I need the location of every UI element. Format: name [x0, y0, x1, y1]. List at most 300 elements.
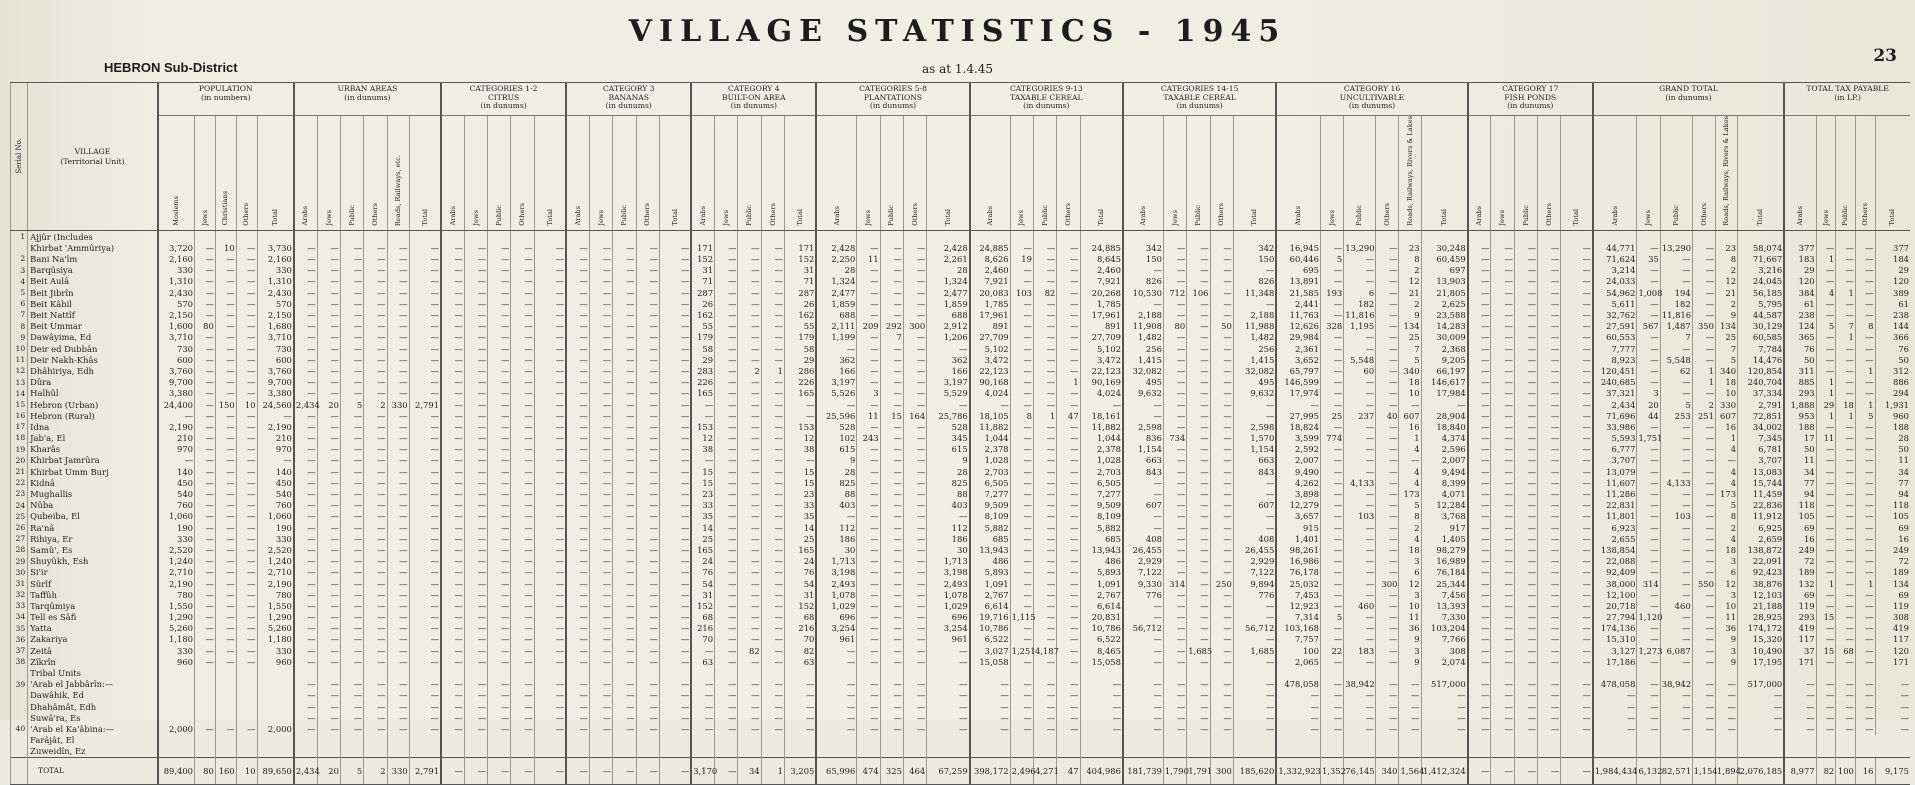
data-cell — [317, 668, 340, 679]
data-cell: — — [1187, 276, 1210, 287]
data-cell: — — [1233, 612, 1276, 623]
data-cell: — — [1163, 679, 1186, 690]
data-cell: — — [1855, 287, 1875, 298]
data-cell: 25,344 — [1421, 578, 1468, 589]
data-cell: — — [761, 477, 784, 488]
data-cell: — — [857, 310, 880, 321]
data-cell — [1399, 668, 1421, 679]
data-cell: — — [589, 410, 612, 421]
data-cell: — — [1187, 567, 1210, 578]
data-cell: — — [317, 679, 340, 690]
data-cell: — — [715, 310, 738, 321]
data-cell: — — [511, 343, 534, 354]
data-cell: — — [636, 511, 659, 522]
data-cell — [1233, 746, 1276, 758]
data-cell: — — [566, 656, 589, 667]
data-cell: — — [1233, 489, 1276, 500]
data-cell: — — [903, 343, 926, 354]
data-cell: — — [1692, 455, 1715, 466]
village-name-cell: Beit Aulâ — [28, 276, 158, 287]
data-cell: — — [715, 600, 738, 611]
data-cell: — — [1210, 466, 1233, 477]
data-cell: 1,931 — [1875, 399, 1910, 410]
data-cell: 308 — [1875, 612, 1910, 623]
data-cell: 3 — [1715, 589, 1737, 600]
data-cell — [409, 735, 441, 746]
data-cell: — — [857, 533, 880, 544]
data-cell: 165 — [691, 545, 714, 556]
data-cell: — — [387, 500, 409, 511]
data-cell — [970, 735, 1010, 746]
data-cell — [1692, 735, 1715, 746]
data-cell: — — [534, 366, 566, 377]
data-cell: 550 — [1692, 578, 1715, 589]
data-cell: — — [1033, 466, 1056, 477]
data-cell: 152 — [691, 600, 714, 611]
data-cell: 23 — [691, 489, 714, 500]
data-cell: — — [464, 298, 487, 309]
data-cell: — — [1033, 421, 1056, 432]
data-cell: 174,136 — [1593, 623, 1637, 634]
data-cell: — — [1491, 645, 1514, 656]
data-cell: 408 — [1233, 533, 1276, 544]
data-cell: — — [816, 701, 856, 712]
village-name-cell: Dhahâmât, Edh — [28, 701, 158, 712]
data-cell: — — [1187, 589, 1210, 600]
data-cell: — — [1057, 265, 1080, 276]
data-cell: — — [816, 656, 856, 667]
data-cell: — — [903, 634, 926, 645]
data-cell: — — [1491, 332, 1514, 343]
data-cell: 460 — [1344, 600, 1376, 611]
data-cell: — — [589, 724, 612, 735]
data-cell: 1 — [1399, 433, 1421, 444]
data-cell — [158, 712, 195, 723]
data-cell: 15 — [784, 466, 816, 477]
data-cell: — — [1210, 589, 1233, 600]
data-cell: — — [236, 511, 257, 522]
data-cell: 13,079 — [1593, 466, 1637, 477]
data-cell — [1187, 231, 1210, 243]
data-cell: — — [1376, 254, 1399, 265]
data-cell: — — [1320, 533, 1343, 544]
data-cell: 384 — [1784, 287, 1816, 298]
village-name-cell: Ra'nâ — [28, 522, 158, 533]
village-name-cell: Beit Jibrîn — [28, 287, 158, 298]
data-cell: — — [464, 477, 487, 488]
data-cell: — — [1836, 533, 1856, 544]
column-header: Public — [613, 116, 636, 231]
data-cell: 27,794 — [1593, 612, 1637, 623]
table-row — [11, 500, 1911, 511]
data-cell: — — [1491, 701, 1514, 712]
data-cell: — — [488, 690, 511, 701]
data-cell: — — [1692, 433, 1715, 444]
data-cell: — — [589, 612, 612, 623]
data-cell: — — [613, 410, 636, 421]
data-cell: — — [715, 354, 738, 365]
data-cell: 16 — [1855, 758, 1875, 785]
data-cell: — — [1033, 690, 1056, 701]
data-cell: — — [613, 511, 636, 522]
data-cell: 300 — [1376, 578, 1399, 589]
data-cell: — — [1320, 366, 1343, 377]
data-cell: — — [816, 645, 856, 656]
data-cell: — — [317, 477, 340, 488]
data-cell: — — [441, 724, 464, 735]
data-cell: 25 — [1399, 332, 1421, 343]
data-cell: 72 — [1784, 556, 1816, 567]
data-cell: 2,592 — [1276, 444, 1320, 455]
data-cell: — — [1816, 533, 1836, 544]
data-cell: 377 — [1875, 242, 1910, 253]
data-cell: — — [534, 310, 566, 321]
data-cell: — — [1057, 600, 1080, 611]
data-cell: — — [195, 455, 216, 466]
data-cell: — — [738, 500, 761, 511]
data-cell: — — [236, 377, 257, 388]
data-cell: 33 — [691, 500, 714, 511]
data-cell — [784, 668, 816, 679]
data-cell: — — [738, 410, 761, 421]
data-cell: 3,214 — [1593, 265, 1637, 276]
column-header: Arabs — [1123, 116, 1163, 231]
data-cell: — — [1187, 421, 1210, 432]
data-cell: — — [880, 477, 903, 488]
data-cell: — — [195, 354, 216, 365]
data-cell: — — [589, 421, 612, 432]
data-cell: 1,060 — [257, 511, 294, 522]
data-cell: — — [409, 343, 441, 354]
data-cell — [1187, 746, 1210, 758]
data-cell: — — [488, 276, 511, 287]
data-cell: — — [857, 712, 880, 723]
data-cell: — — [364, 298, 387, 309]
data-cell: — — [195, 634, 216, 645]
data-cell: 362 — [816, 354, 856, 365]
data-cell: 60,459 — [1421, 254, 1468, 265]
data-cell: 80 — [195, 758, 216, 785]
data-cell: — — [1057, 645, 1080, 656]
data-cell: — — [1010, 433, 1033, 444]
data-cell: 140 — [158, 466, 195, 477]
table-row — [11, 489, 1911, 500]
data-cell: — — [1637, 444, 1660, 455]
data-cell: — — [816, 679, 856, 690]
data-cell: 1,713 — [927, 556, 970, 567]
data-cell: — — [1491, 276, 1514, 287]
data-cell: 3,380 — [158, 388, 195, 399]
data-cell: — — [1123, 656, 1163, 667]
data-cell: — — [880, 545, 903, 556]
data-cell: 9,509 — [1080, 500, 1123, 511]
data-cell: — — [784, 399, 816, 410]
data-cell: — — [441, 545, 464, 556]
data-cell: — — [1637, 377, 1660, 388]
data-cell: 2,460 — [1080, 265, 1123, 276]
data-cell: — — [1210, 600, 1233, 611]
data-cell: — — [1538, 634, 1561, 645]
data-cell: — — [1033, 600, 1056, 611]
data-cell: — — [1836, 377, 1856, 388]
data-cell: — — [903, 444, 926, 455]
table-row — [11, 421, 1911, 432]
data-cell: — — [1468, 758, 1491, 785]
data-cell: — — [1816, 522, 1836, 533]
data-cell: — — [1344, 265, 1376, 276]
data-cell: — — [1163, 254, 1186, 265]
data-cell: — — [317, 354, 340, 365]
data-cell: 69 — [1784, 589, 1816, 600]
data-cell: 1,078 — [927, 589, 970, 600]
serial-cell: 12 — [11, 366, 28, 377]
data-cell: 68 — [1836, 645, 1856, 656]
data-cell: — — [738, 388, 761, 399]
village-name-cell: Si'ir — [28, 567, 158, 578]
data-cell: 308 — [1421, 645, 1468, 656]
data-cell: 34 — [1784, 466, 1816, 477]
serial-cell: 4 — [11, 276, 28, 287]
data-cell: — — [1080, 690, 1123, 701]
data-cell: — — [158, 455, 195, 466]
data-cell: — — [636, 366, 659, 377]
data-cell: 2,493 — [927, 578, 970, 589]
data-cell: — — [1033, 433, 1056, 444]
column-header: Total — [1738, 116, 1785, 231]
data-cell: 58 — [784, 343, 816, 354]
data-cell: — — [1187, 399, 1210, 410]
data-cell: 6,522 — [1080, 634, 1123, 645]
data-cell: — — [364, 656, 387, 667]
data-cell: — — [1320, 623, 1343, 634]
data-cell: — — [1057, 701, 1080, 712]
data-cell: 188 — [1875, 421, 1910, 432]
data-cell: — — [464, 399, 487, 410]
data-cell: 730 — [158, 343, 195, 354]
data-cell: 209 — [857, 321, 880, 332]
data-cell: — — [903, 724, 926, 735]
data-cell: — — [761, 556, 784, 567]
data-cell: 2,596 — [1421, 444, 1468, 455]
village-name-cell: Dhâhiriya, Edh — [28, 366, 158, 377]
data-cell: — — [364, 388, 387, 399]
data-cell: 23 — [784, 489, 816, 500]
data-cell — [761, 746, 784, 758]
data-cell: — — [1468, 455, 1491, 466]
village-name-cell: Sûrîf — [28, 578, 158, 589]
serial-cell — [11, 712, 28, 723]
data-cell — [1593, 746, 1637, 758]
data-cell: — — [441, 623, 464, 634]
data-cell: — — [409, 511, 441, 522]
data-cell: — — [464, 455, 487, 466]
data-cell: — — [816, 511, 856, 522]
column-header: Others — [1210, 116, 1233, 231]
data-cell: — — [1210, 656, 1233, 667]
data-cell: — — [1660, 343, 1692, 354]
data-cell: — — [691, 645, 714, 656]
data-cell: 15,320 — [1738, 634, 1785, 645]
data-cell: — — [464, 354, 487, 365]
data-cell: — — [215, 556, 236, 567]
data-cell: — — [589, 276, 612, 287]
serial-cell: 24 — [11, 500, 28, 511]
data-cell: — — [215, 332, 236, 343]
data-cell: 2 — [1715, 298, 1737, 309]
data-cell: — — [464, 332, 487, 343]
data-cell: — — [1836, 466, 1856, 477]
column-header: Arabs — [1468, 116, 1491, 231]
data-cell: 4 — [1715, 444, 1737, 455]
data-cell: — — [761, 433, 784, 444]
data-cell: 11,459 — [1738, 489, 1785, 500]
data-cell: — — [1593, 701, 1637, 712]
data-cell: — — [511, 724, 534, 735]
data-cell: — — [566, 690, 589, 701]
group-label: CATEGORIES 5-8 — [859, 84, 927, 93]
group-header — [970, 83, 1123, 116]
data-cell: — — [1057, 556, 1080, 567]
data-cell: 19 — [1010, 254, 1033, 265]
data-cell: — — [1376, 366, 1399, 377]
data-cell: — — [1033, 343, 1056, 354]
data-cell: — — [488, 321, 511, 332]
data-cell: 350 — [1692, 321, 1715, 332]
data-cell — [1468, 231, 1491, 243]
serial-cell: 37 — [11, 645, 28, 656]
data-cell: — — [1376, 500, 1399, 511]
data-cell: — — [1376, 511, 1399, 522]
data-cell: — — [340, 254, 363, 265]
data-cell: 4,262 — [1276, 477, 1320, 488]
data-cell: — — [659, 399, 691, 410]
data-cell: — — [1561, 690, 1593, 701]
data-cell: — — [387, 254, 409, 265]
data-cell: 2,791 — [1738, 399, 1785, 410]
data-cell: — — [857, 399, 880, 410]
table-row — [11, 388, 1911, 399]
data-cell: 3,216 — [1738, 265, 1785, 276]
column-header: Public — [488, 116, 511, 231]
data-cell: — — [761, 679, 784, 690]
data-cell — [1855, 231, 1875, 243]
data-cell: — — [1187, 343, 1210, 354]
data-cell: — — [1855, 533, 1875, 544]
data-cell: — — [1320, 466, 1343, 477]
data-cell: — — [1561, 701, 1593, 712]
data-cell: 188 — [1784, 421, 1816, 432]
data-cell: — — [589, 758, 612, 785]
data-cell: 105 — [1875, 511, 1910, 522]
data-cell: 7,345 — [1738, 433, 1785, 444]
data-cell: — — [441, 455, 464, 466]
column-header: Jews — [464, 116, 487, 231]
data-cell: — — [1514, 466, 1537, 477]
data-cell: 607 — [1399, 410, 1421, 421]
data-cell: — — [857, 265, 880, 276]
data-cell: — — [903, 545, 926, 556]
data-cell: 6 — [1344, 287, 1376, 298]
data-cell: 35 — [1637, 254, 1660, 265]
data-cell: — — [761, 690, 784, 701]
data-cell: 2,929 — [1123, 556, 1163, 567]
data-cell: — — [236, 366, 257, 377]
data-cell: — — [215, 433, 236, 444]
data-cell: — — [1836, 522, 1856, 533]
data-cell: — — [511, 545, 534, 556]
table-row — [11, 366, 1911, 377]
data-cell: 15,310 — [1593, 634, 1637, 645]
data-cell: — — [195, 477, 216, 488]
data-cell: — — [880, 634, 903, 645]
data-cell — [1836, 668, 1856, 679]
data-cell: — — [236, 500, 257, 511]
data-cell — [464, 735, 487, 746]
data-cell: — — [294, 679, 317, 690]
table-row — [11, 589, 1911, 600]
data-cell: 2,428 — [816, 242, 856, 253]
data-cell: 774 — [1320, 433, 1343, 444]
column-header: Others — [1692, 116, 1715, 231]
data-cell: — — [488, 433, 511, 444]
data-cell — [1010, 231, 1033, 243]
village-name-cell: Deir ed Dubbân — [28, 343, 158, 354]
data-cell: — — [294, 545, 317, 556]
data-cell: — — [1033, 354, 1056, 365]
data-cell: — — [236, 321, 257, 332]
data-cell: — — [1715, 701, 1737, 712]
data-cell — [1491, 735, 1514, 746]
data-cell: 25,786 — [927, 410, 970, 421]
data-cell: — — [195, 444, 216, 455]
data-cell: — — [1836, 634, 1856, 645]
data-cell: 100 — [1836, 758, 1856, 785]
data-cell: — — [1010, 623, 1033, 634]
data-cell: — — [409, 321, 441, 332]
data-cell: — — [1010, 343, 1033, 354]
data-cell: 7,777 — [1593, 343, 1637, 354]
data-cell: — — [1538, 354, 1561, 365]
data-cell: 173 — [1715, 489, 1737, 500]
serial-cell: 36 — [11, 634, 28, 645]
data-cell: — — [1163, 477, 1186, 488]
data-cell: — — [387, 343, 409, 354]
data-cell: — — [659, 410, 691, 421]
data-cell: 2,703 — [1080, 466, 1123, 477]
data-cell: — — [464, 377, 487, 388]
data-cell: — — [1163, 298, 1186, 309]
data-cell: — — [464, 433, 487, 444]
data-cell: — — [1080, 399, 1123, 410]
column-header: Total — [409, 116, 441, 231]
data-cell: 6,614 — [970, 600, 1010, 611]
table-row — [11, 455, 1911, 466]
data-cell: — — [659, 276, 691, 287]
data-cell: — — [589, 433, 612, 444]
data-cell: 153 — [784, 421, 816, 432]
data-cell: 11,988 — [1233, 321, 1276, 332]
group-label: CATEGORIES 14-15 — [1160, 84, 1239, 93]
data-cell — [534, 735, 566, 746]
data-cell: 1,029 — [927, 600, 970, 611]
data-cell: 40 — [1376, 410, 1399, 421]
data-cell: — — [636, 656, 659, 667]
data-cell: — — [589, 645, 612, 656]
data-cell: — — [236, 589, 257, 600]
data-cell: — — [1468, 276, 1491, 287]
data-cell: — — [761, 287, 784, 298]
data-cell: — — [1514, 556, 1537, 567]
